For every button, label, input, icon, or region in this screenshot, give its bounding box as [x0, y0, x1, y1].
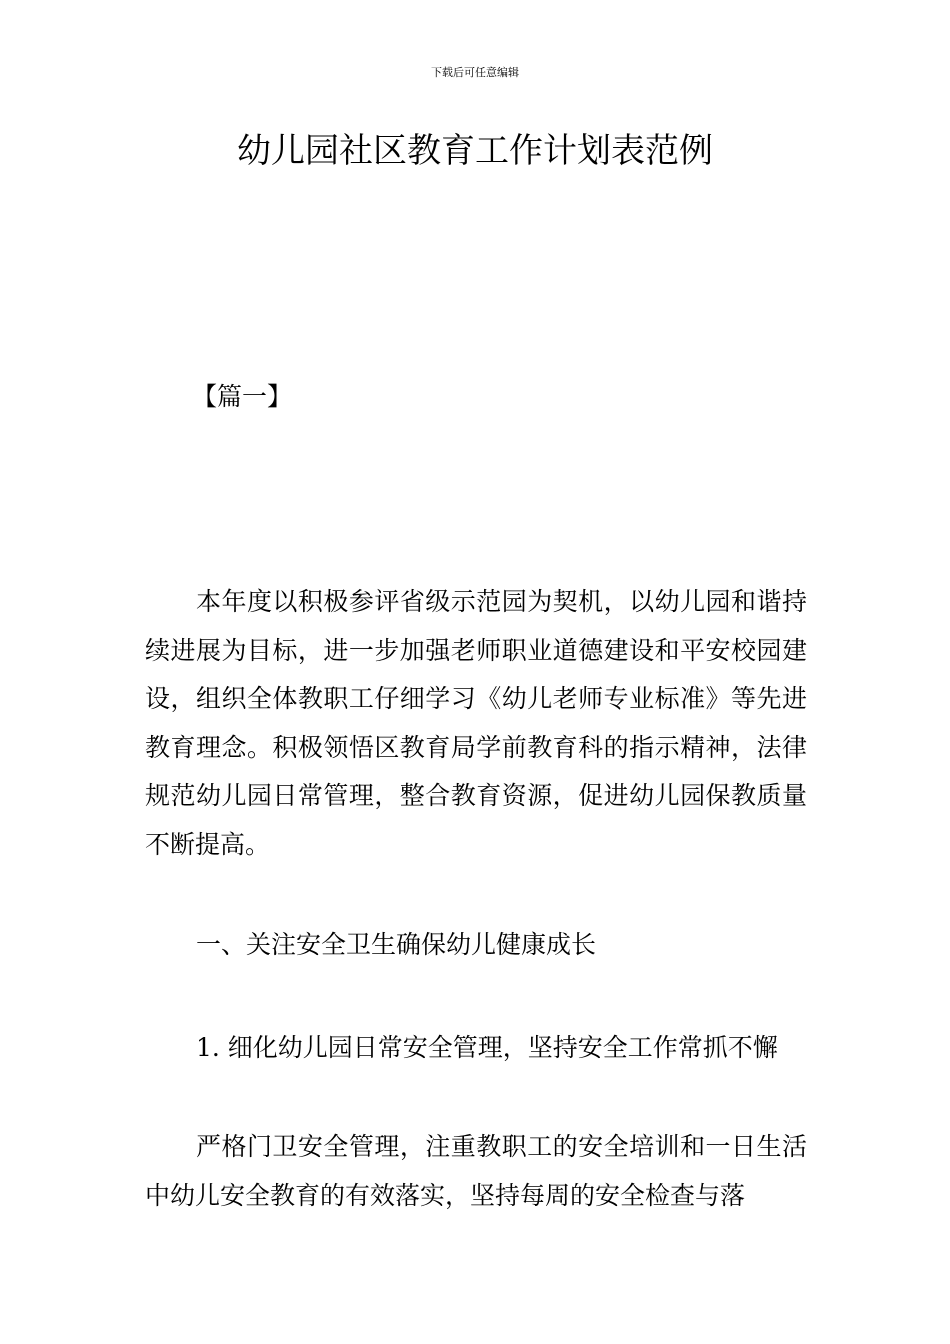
- document-title: 幼儿园社区教育工作计划表范例: [237, 131, 713, 171]
- heading-level-1: 一、关注安全卫生确保幼儿健康成长: [196, 930, 597, 959]
- heading-level-2: 1. 细化幼儿园日常安全管理，坚持安全工作常抓不懈: [196, 1033, 778, 1062]
- safety-paragraph: 严格门卫安全管理，注重教职工的安全培训和一日生活中幼儿安全教育的有效落实，坚持每周的安全检查与落: [145, 1132, 807, 1210]
- intro-paragraph: 本年度以积极参评省级示范园为契机，以幼儿园和谐持续进展为目标，进一步加强老师职业道德建设和平安校园建设，组织全体教职工仔细学习《幼儿老师专业标准》等先进教育理念。积极领悟区教育局学前教育科的指示精神，法律规范幼儿园日常管理，整合教育资源，促进幼儿园保教质量不断提高。: [145, 587, 807, 859]
- page-header-note: 下载后可任意编辑: [431, 66, 519, 79]
- section-label: 【篇一】: [192, 382, 293, 411]
